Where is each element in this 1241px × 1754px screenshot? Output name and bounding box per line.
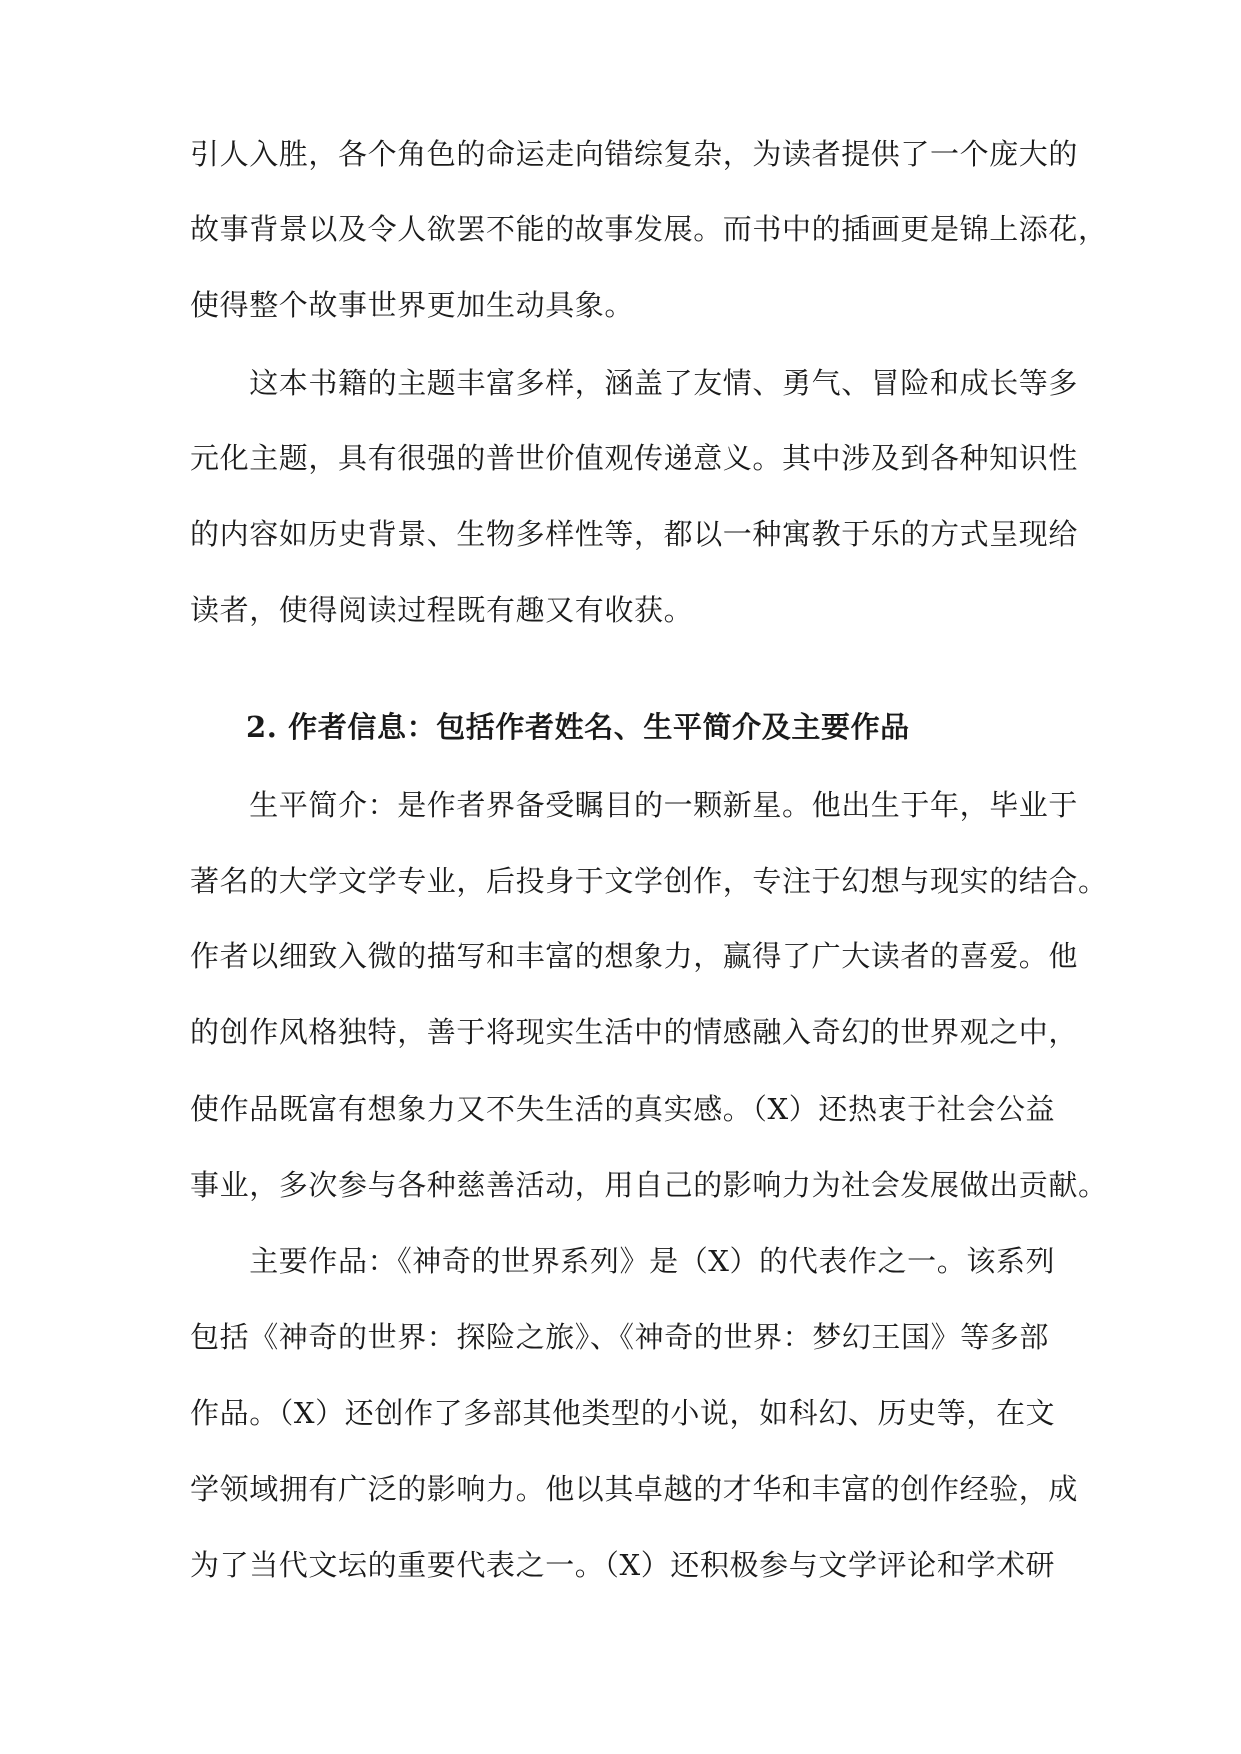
- paragraph-line: 使得整个故事世界更加生动具象。: [190, 288, 635, 322]
- paragraph-line: 作者以细致入微的描写和丰富的想象力，赢得了广大读者的喜爱。他: [190, 939, 1079, 973]
- paragraph-line: 读者，使得阅读过程既有趣又有收获。: [190, 593, 694, 627]
- paragraph-line: 的创作风格独特，善于将现实生活中的情感融入奇幻的世界观之中，: [190, 1015, 1079, 1049]
- paragraph-line: 元化主题，具有很强的普世价值观传递意义。其中涉及到各种知识性: [190, 441, 1079, 475]
- paragraph-line: 作品。（X）还创作了多部其他类型的小说，如科幻、历史等，在文: [190, 1396, 1056, 1430]
- section-heading: 2. 作者信息：包括作者姓名、生平简介及主要作品: [246, 710, 910, 744]
- paragraph-line: 故事背景以及令人欲罢不能的故事发展。而书中的插画更是锦上添花，: [190, 212, 1108, 246]
- paragraph-line: 包括《神奇的世界：探险之旅》、《神奇的世界：梦幻王国》等多部: [190, 1320, 1050, 1354]
- paragraph-line: 学领域拥有广泛的影响力。他以其卓越的才华和丰富的创作经验，成: [190, 1472, 1079, 1506]
- paragraph-line: 著名的大学文学专业，后投身于文学创作，专注于幻想与现实的结合。: [190, 864, 1108, 898]
- paragraph-line: 这本书籍的主题丰富多样，涵盖了友情、勇气、冒险和成长等多: [190, 366, 1079, 400]
- paragraph-line: 生平简介：是作者界备受瞩目的一颗新星。他出生于年，毕业于: [190, 788, 1079, 822]
- paragraph-line: 引人入胜，各个角色的命运走向错综复杂，为读者提供了一个庞大的: [190, 137, 1079, 171]
- paragraph-line: 使作品既富有想象力又不失生活的真实感。（X）还热衷于社会公益: [190, 1092, 1056, 1126]
- paragraph-line: 事业，多次参与各种慈善活动，用自己的影响力为社会发展做出贡献。: [190, 1168, 1108, 1202]
- paragraph-line: 的内容如历史背景、生物多样性等，都以一种寓教于乐的方式呈现给: [190, 517, 1079, 551]
- paragraph-line: 主要作品：《神奇的世界系列》是（X）的代表作之一。该系列: [190, 1244, 1056, 1278]
- paragraph-line: 为了当代文坛的重要代表之一。（X）还积极参与文学评论和学术研: [190, 1548, 1056, 1582]
